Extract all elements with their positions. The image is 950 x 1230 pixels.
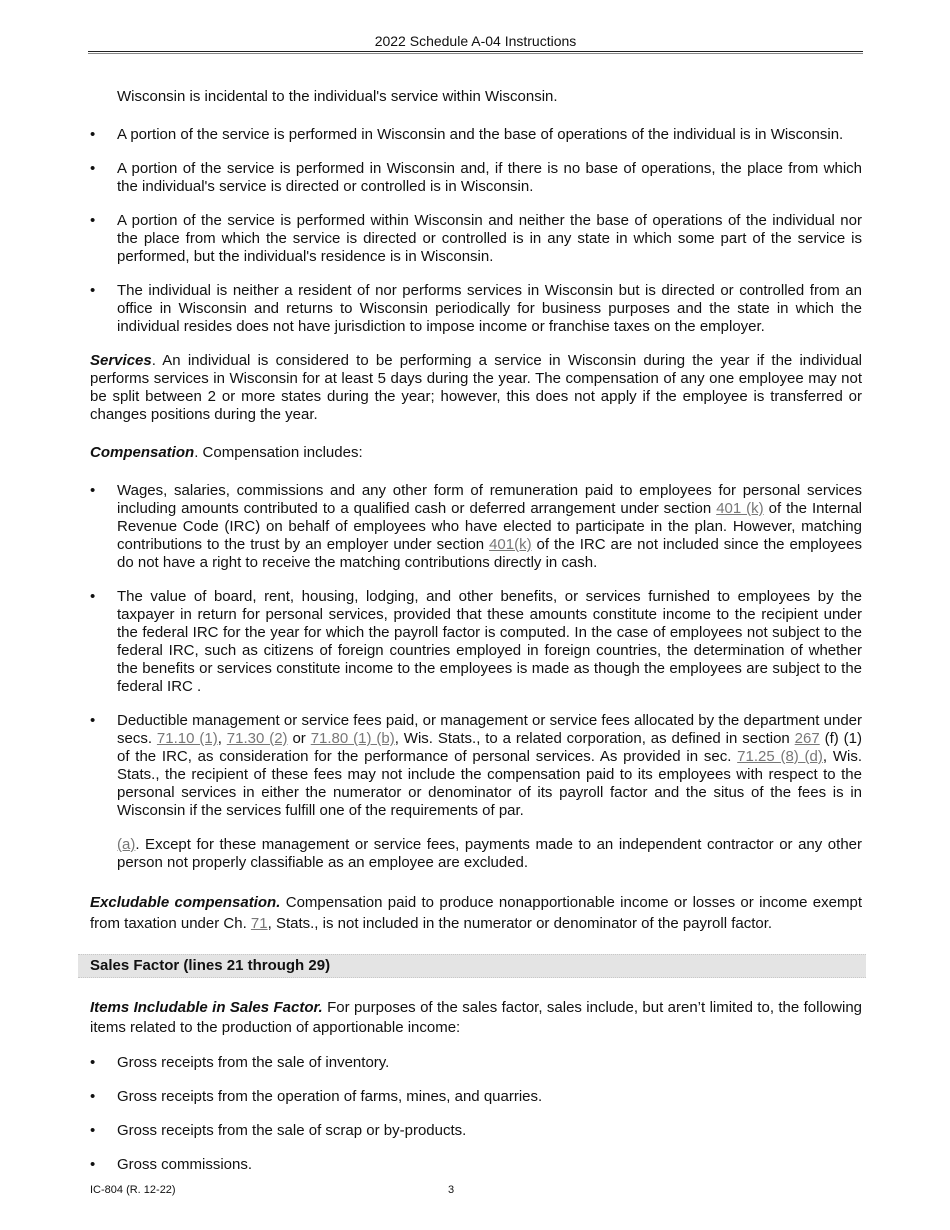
par-a-link[interactable]: (a) — [117, 836, 136, 853]
list-item: • Gross receipts from the operation of farms, mines, and quarries. — [90, 1088, 543, 1105]
bullet-icon: • — [90, 712, 96, 729]
services-heading: Services — [90, 352, 152, 369]
stat-71-80-1-b-link[interactable]: 71.80 (1) (b) — [310, 730, 395, 747]
excludable-paragraph: Excludable compensation. Compensation paid to produce nonapportionable income or losses or income exempt from taxation under Ch. 71, Stats., is not included in the numerator or denominator of the payroll factor. — [90, 894, 862, 932]
stat-71-10-1-link[interactable]: 71.10 (1) — [156, 730, 218, 747]
list-item: • Gross receipts from the sale of scrap or by-products. — [90, 1122, 467, 1139]
compensation-heading: Compensation — [90, 444, 195, 461]
list-item: • Gross commissions. — [90, 1156, 253, 1173]
list-item: • A portion of the service is performed in Wisconsin and the base of operations of the individual is in Wisconsin. — [90, 126, 844, 143]
stat-71-30-2-link[interactable]: 71.30 (2) — [226, 730, 288, 747]
list-item: • Deductible management or service fees paid, or management or service fees allocated by the department under secs. 71.10 (1), 71.30 (2) or 71.80 (1) (b), Wis. Stats., to a related corporation, as defined in section 267 (f) (1) of the IRC, as consideration for the performance of personal services. As provided in sec. 71.25 (8) (d), Wis. Stats., the recipient of these fees may not include the compensation paid to its employees with respect to the personal services in either the numerator or denominator of its payroll factor and the situs of the fees is in Wisconsin if the services fulfill one of the requirements of par. — [90, 712, 862, 819]
list-item: • A portion of the service is performed in Wisconsin and, if there is no base of operations, the place from which the individual's service is directed or controlled is in Wisconsin. — [90, 160, 862, 195]
services-paragraph: Services. An individual is considered to be performing a service in Wisconsin during the year if the individual performs services in Wisconsin for at least 5 days during the year. The compensation of any one employee may not be split between 2 or more states during the year; however, this does not apply if the employee is transferred or changes positions during the year. — [90, 352, 862, 423]
continued-text: Wisconsin is incidental to the individual's service within Wisconsin. — [117, 88, 558, 105]
bullet-icon: • — [90, 1156, 96, 1173]
bullet-icon: • — [90, 126, 96, 143]
items-paragraph: Items Includable in Sales Factor. For purposes of the sales factor, sales include, but aren’t limited to, the following items related to the production of apportionable income: — [90, 999, 862, 1036]
bullet-icon: • — [90, 282, 96, 299]
excludable-heading: Excludable compensation. — [90, 894, 281, 911]
compensation-paragraph: Compensation. Compensation includes: — [90, 444, 363, 461]
list-item: • Wages, salaries, commissions and any other form of remuneration paid to employees for personal services including amounts contributed to a qualified cash or deferred arrangement under section 401 (k) of the Internal Revenue Code (IRC) on behalf of employees who have elected to participate in the plan. However, matching contributions to the trust by an employer under section 401(k) of the IRC are not included since the employees do not have a right to receive the matching contributions directly in cash. — [90, 482, 862, 571]
bullet-icon: • — [90, 212, 96, 229]
document-body — [90, 88, 862, 1174]
header-rule — [88, 53, 863, 54]
page-header: 2022 Schedule A-04 Instructions — [88, 33, 863, 52]
section-heading: Sales Factor (lines 21 through 29) — [78, 954, 866, 978]
comp-para-a: (a). Except for these management or service fees, payments made to an independent contractor or any other person not properly classifiable as an employee are excluded. — [117, 836, 862, 871]
ch-71-link[interactable]: 71 — [250, 915, 268, 932]
list-item: • The individual is neither a resident of nor performs services in Wisconsin but is directed or controlled from an office in Wisconsin and returns to Wisconsin periodically for business purposes and the state in which the individual resides does not have jurisdiction to impose income or franchise taxes on the employer. — [90, 282, 862, 335]
bullet-icon: • — [90, 1122, 96, 1139]
bullet-icon: • — [90, 588, 96, 605]
bullet-icon: • — [90, 160, 96, 177]
items-heading: Items Includable in Sales Factor. — [90, 999, 323, 1016]
irc-401k-link-2[interactable]: 401(k) — [489, 536, 532, 553]
page-number: 3 — [448, 1184, 455, 1196]
bullet-icon: • — [90, 1088, 96, 1105]
list-item: • The value of board, rent, housing, lodging, and other benefits, or services furnished to employees by the taxpayer in return for personal services, provided that these amounts constitute income to the recipient under the federal IRC for the year for which the payroll factor is computed. In the case of employees not subject to the federal IRC, such as citizens of foreign countries employed in foreign countries, the determination of whether the benefits or services constitute income to the employees is made as though the employees are subject to the federal IRC . — [90, 588, 862, 695]
form-number: IC-804 (R. 12-22) — [90, 1184, 176, 1196]
irc-267-link[interactable]: 267 — [794, 730, 820, 747]
stat-71-25-8-d-link[interactable]: 71.25 (8) (d) — [737, 748, 823, 765]
list-item: • Gross receipts from the sale of inventory. — [90, 1054, 390, 1071]
bullet-icon: • — [90, 1054, 96, 1071]
irc-401k-link[interactable]: 401 (k) — [716, 500, 764, 517]
bullet-icon: • — [90, 482, 96, 499]
list-item: • A portion of the service is performed within Wisconsin and neither the base of operations of the individual nor the place from which the service is directed or controlled is in any state in which some part of the service is performed, but the individual's residence is in Wisconsin. — [90, 212, 862, 265]
